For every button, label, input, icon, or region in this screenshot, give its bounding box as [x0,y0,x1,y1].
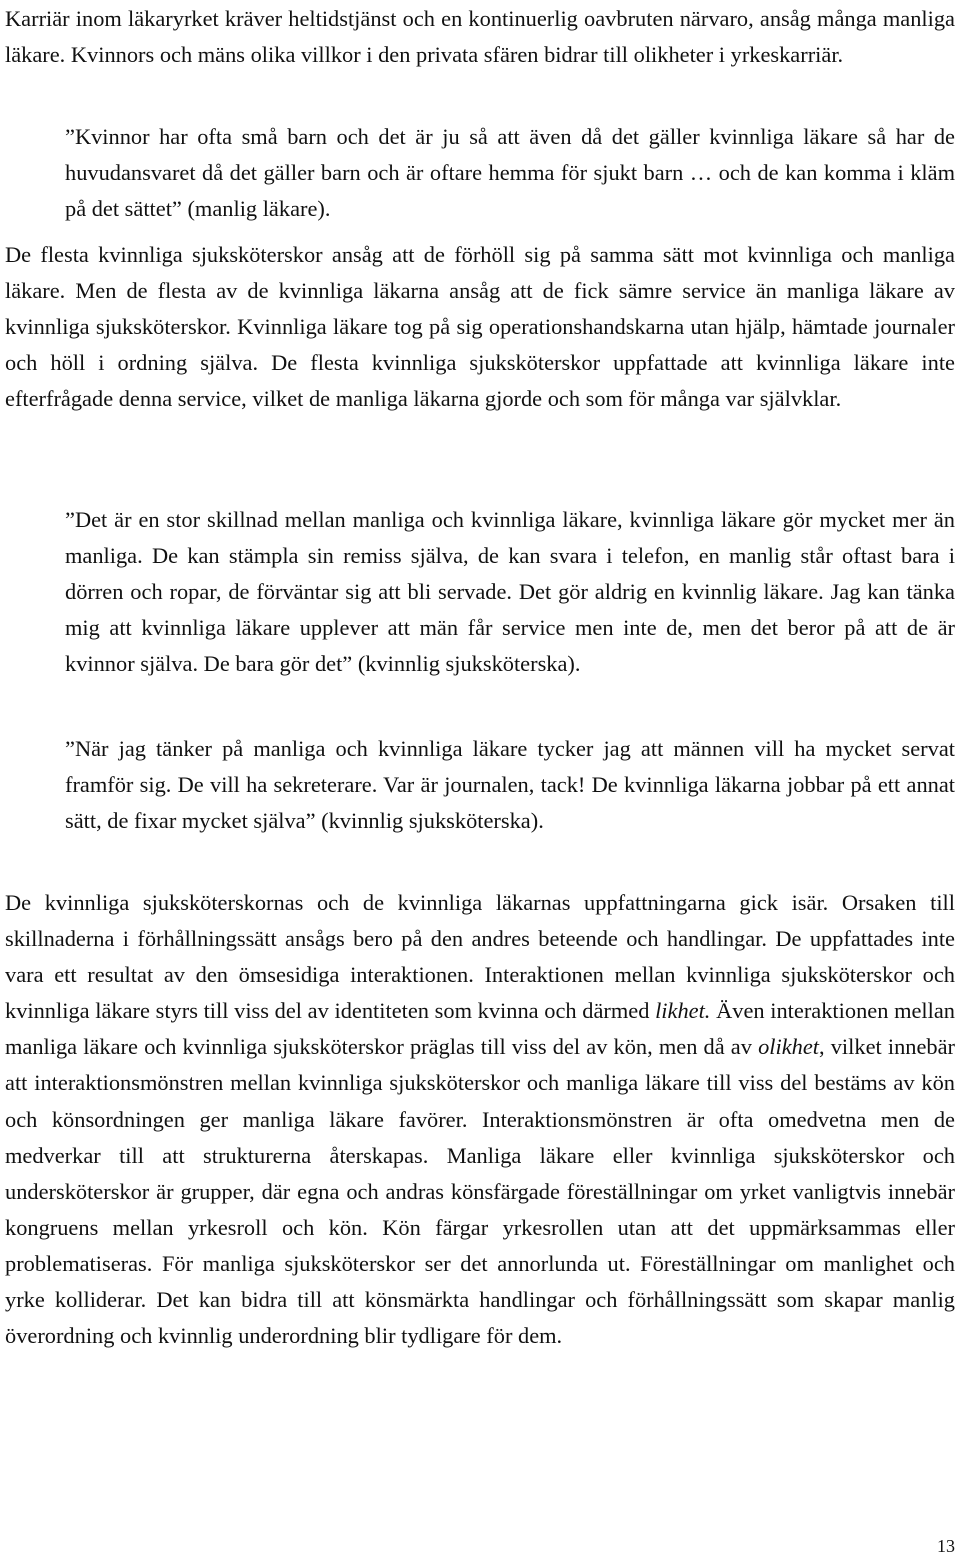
interaction-text-part-1: De kvinnliga sjuksköterskornas och de kvinnliga läkarnas uppfattningarna gick isär. Orsaken till skillnaderna i förhållningssätt ansågs bero på den andres beteende och handlingar. De uppfattades inte vara ett resultat av den ömsesidiga interaktionen. Interaktionen mellan kvinnliga sjuksköterskor och kvinnliga läkare styrs till viss del av identiteten som kvinna och därmed [5,890,955,1024]
body-paragraph-service: De flesta kvinnliga sjuksköterskor ansåg att de förhöll sig på samma sätt mot kvinnliga och manliga läkare. Men de flesta av de kvinnliga läkarna ansåg att de fick sämre service än manliga läkare av kvinnliga sjuksköterskor. Kvinnliga läkare tog på sig operationshandskarna utan hjälp, hämtade journaler och höll i ordning själva. De flesta kvinnliga sjuksköterskor uppfattade att kvinnliga läkare inte efterfrågade denna service, vilket de manliga läkarna gjorde och som för många var självklar. [5,242,955,412]
page-number: 13 [937,1536,955,1556]
emphasis-likhet: likhet. [655,998,711,1024]
interaction-text-part-2: Även interaktionen mellan manliga läkare och kvinnliga sjuksköterskor präglas till viss del av kön, men då av [5,998,955,1060]
quote-female-nurse-1: ”Det är en stor skillnad mellan manliga och kvinnliga läkare, kvinnliga läkare gör mycket mer än manliga. De kan stämpla sin remiss själva, de kan svara i telefon, en manlig står oftast bara i dörren och ropar, de förväntar sig att bli servade. Det gör aldrig en kvinnlig läkare. Jag kan tänka mig att kvinnliga läkare upplever att män får service men inte de, men det beror på att de är kvinnor själva. De bara gör det” (kvinnlig sjuksköterska). [65,507,955,677]
quote-female-nurse-2: ”När jag tänker på manliga och kvinnliga läkare tycker jag att männen vill ha mycket servat framför sig. De vill ha sekreterare. Var är journalen, tack! De kvinnliga läkarna jobbar på ett annat sätt, de fixar mycket själva” (kvinnlig sjuksköterska). [65,736,955,834]
body-paragraph-career: Karriär inom läkaryrket kräver heltidstjänst och en kontinuerlig oavbruten närvaro, ansåg många manliga läkare. Kvinnors och mäns olika villkor i den privata sfären bidrar till olikheter i yrkeskarriär. [5,6,955,68]
body-paragraph-interaction [5,885,955,1354]
quote-male-doctor: ”Kvinnor har ofta små barn och det är ju så att även då det gäller kvinnliga läkare så har de huvudansvaret då det gäller barn och är oftare hemma för sjukt barn … och de kan komma i kläm på det sättet” (manlig läkare). [65,124,955,222]
emphasis-olikhet: olikhet [758,1034,819,1060]
interaction-text-part-3: , vilket innebär att interaktionsmönstren mellan kvinnliga sjuksköterskor och manliga läkare till viss del bestäms av kön och könsordningen ger manliga läkare favörer. Interaktionsmönstren är ofta omedvetna men de medverkar till att strukturerna återskapas. Manliga läkare eller kvinnliga sjuksköterskor och undersköterskor är grupper, där egna och andras könsfärgade föreställningar om yrket vanligtvis innebär kongruens mellan yrkesroll och kön. Kön färgar yrkesrollen utan att det uppmärksammas eller problematiseras. För manliga sjuksköterskor ser det annorlunda ut. Föreställningar om manlighet och yrke kolliderar. Det kan bidra till att könsmärkta handlingar och förhållningssätt som skapar manlig överordning och kvinnlig underordning blir tydligare för dem. [5,1034,955,1349]
